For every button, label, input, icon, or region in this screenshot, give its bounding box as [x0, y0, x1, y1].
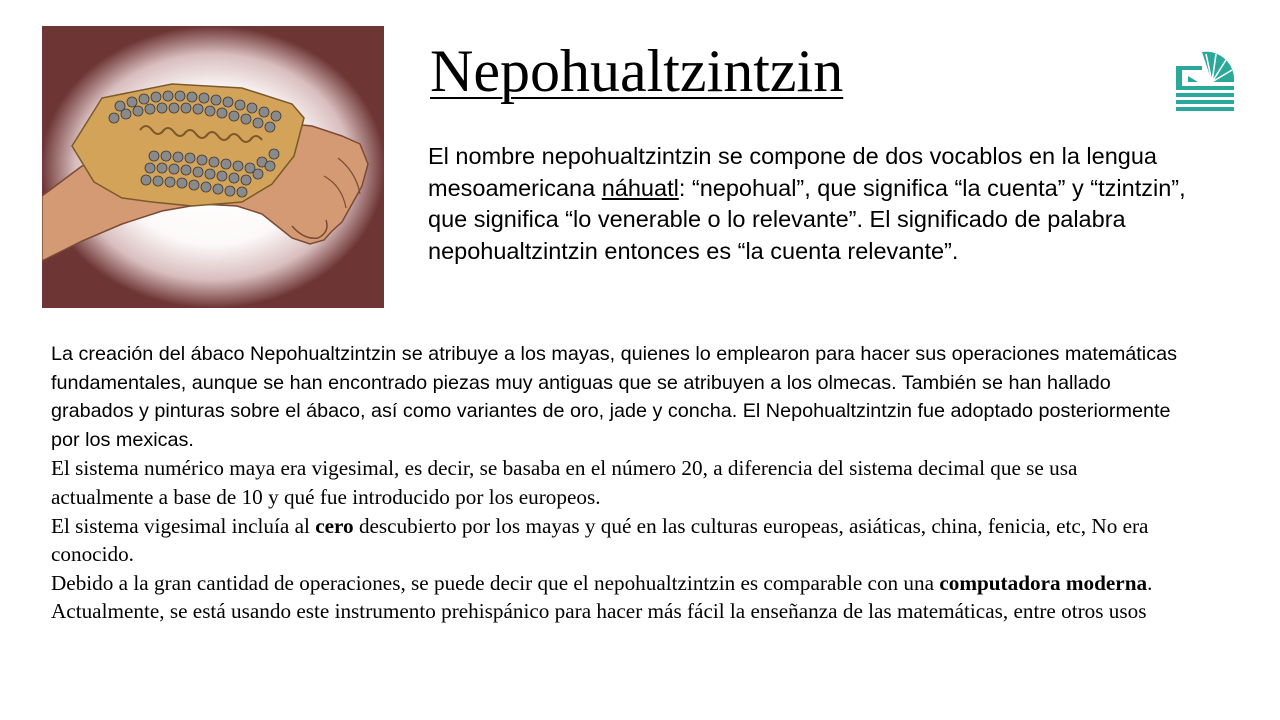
nahuatl-link[interactable]: náhuatl [601, 174, 679, 201]
link-concha[interactable]: concha [667, 400, 732, 423]
paragraph-origin: La creación del ábaco Nepohualtzintzin se atribuye a los mayas, quienes lo emplearon para hacer sus operaciones matemáticas fundamentales, aunque se han encontrado piezas muy antiguas que se atribuyen a los olmecas. También se han hallado grabados y pinturas sobre el ábaco, así como variantes de oro, jade y concha. El Nepohualtzintzin fue adoptado posteriormente por los mexicas. [51, 343, 1177, 451]
intro-paragraph: El nombre nepohualtzintzin se compone de dos vocablos en la lengua mesoamericana náhuatl: “nepohual”, que significa “la cuenta” y “tzintzin”, que significa “lo venerable o lo relevante”. El significado de palabra nepohualtzintzin entonces es “la cuenta relevante”. [428, 143, 1186, 264]
page-title: Nepohualtzintzin [430, 38, 844, 104]
body-text [51, 340, 1181, 626]
link-oro[interactable]: oro [570, 400, 599, 423]
paragraph-computer: Debido a la gran cantidad de operaciones, se puede decir que el nepohualtzintzin es comparable con una computadora moderna. [51, 570, 1153, 595]
institution-logo-icon [1172, 46, 1238, 112]
paragraph-vigesimal: El sistema numérico maya era vigesimal, es decir, se basaba en el número 20, a diferencia del sistema decimal que se usa actualmente a base de 10 y qué fue introducido por los europeos. [51, 456, 1078, 509]
abacus-illustration [42, 26, 384, 308]
paragraph-current-use: Actualmente, se está usando este instrumento prehispánico para hacer más fácil la enseñanza de las matemáticas, entre otros usos [51, 599, 1147, 624]
link-jade[interactable]: jade [609, 400, 648, 423]
paragraph-zero: El sistema vigesimal incluía al cero descubierto por los mayas y qué en las culturas europeas, asiáticas, china, fenicia, etc, No era conocido. [51, 513, 1149, 567]
